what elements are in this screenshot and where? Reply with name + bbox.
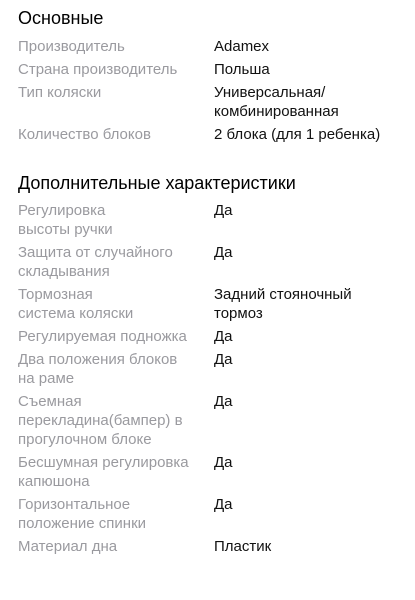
spec-value: Adamex <box>214 38 270 55</box>
spec-row-block-count <box>18 125 415 144</box>
spec-value: Универсальная/ комбинированная <box>214 84 339 120</box>
spec-value: 2 блока (для 1 ребенка) <box>214 126 381 143</box>
spec-row-handle-height <box>18 201 415 239</box>
spec-row-country <box>18 60 415 79</box>
spec-label: Производитель <box>18 38 125 55</box>
spec-label: Страна производитель <box>18 61 178 78</box>
spec-row-block-positions <box>18 350 415 388</box>
spec-label: Горизонтальное положение спинки <box>18 496 147 532</box>
spec-label: Бесшумная регулировка капюшона <box>18 454 189 490</box>
section-title-extra: Дополнительные характеристики <box>18 173 296 193</box>
section-title-main: Основные <box>18 8 104 28</box>
spec-label: Тормозная система коляски <box>18 286 134 322</box>
spec-row-backrest <box>18 495 415 533</box>
spec-label: Съемная перекладина(бампер) в прогулочном блоке <box>18 393 183 448</box>
spec-value: Да <box>214 328 233 345</box>
spec-row-hood-adjust <box>18 453 415 491</box>
spec-table-extra <box>18 201 415 556</box>
spec-label: Регулируемая подножка <box>18 328 187 345</box>
spec-row-bumper <box>18 392 415 449</box>
spec-value: Да <box>214 393 233 410</box>
spec-row-bottom-material <box>18 537 415 556</box>
spec-row-footrest <box>18 327 415 346</box>
section-spacer <box>18 148 415 172</box>
spec-label: Количество блоков <box>18 126 151 143</box>
spec-value: Да <box>214 202 233 219</box>
spec-row-brake-system <box>18 285 415 323</box>
spec-row-stroller-type <box>18 83 415 121</box>
spec-value: Польша <box>214 61 270 78</box>
spec-value: Пластик <box>214 538 272 555</box>
spec-value: Задний стояночный тормоз <box>214 286 352 322</box>
spec-label: Два положения блоков на раме <box>18 351 178 387</box>
spec-row-manufacturer <box>18 37 415 56</box>
spec-label: Тип коляски <box>18 84 102 101</box>
spec-value: Да <box>214 496 233 513</box>
spec-label: Регулировка высоты ручки <box>18 202 113 238</box>
spec-table-main <box>18 37 415 144</box>
spec-label: Защита от случайного складывания <box>18 244 173 280</box>
spec-value: Да <box>214 454 233 471</box>
spec-row-fold-protection <box>18 243 415 281</box>
spec-value: Да <box>214 351 233 368</box>
spec-value: Да <box>214 244 233 261</box>
spec-label: Материал дна <box>18 538 118 555</box>
